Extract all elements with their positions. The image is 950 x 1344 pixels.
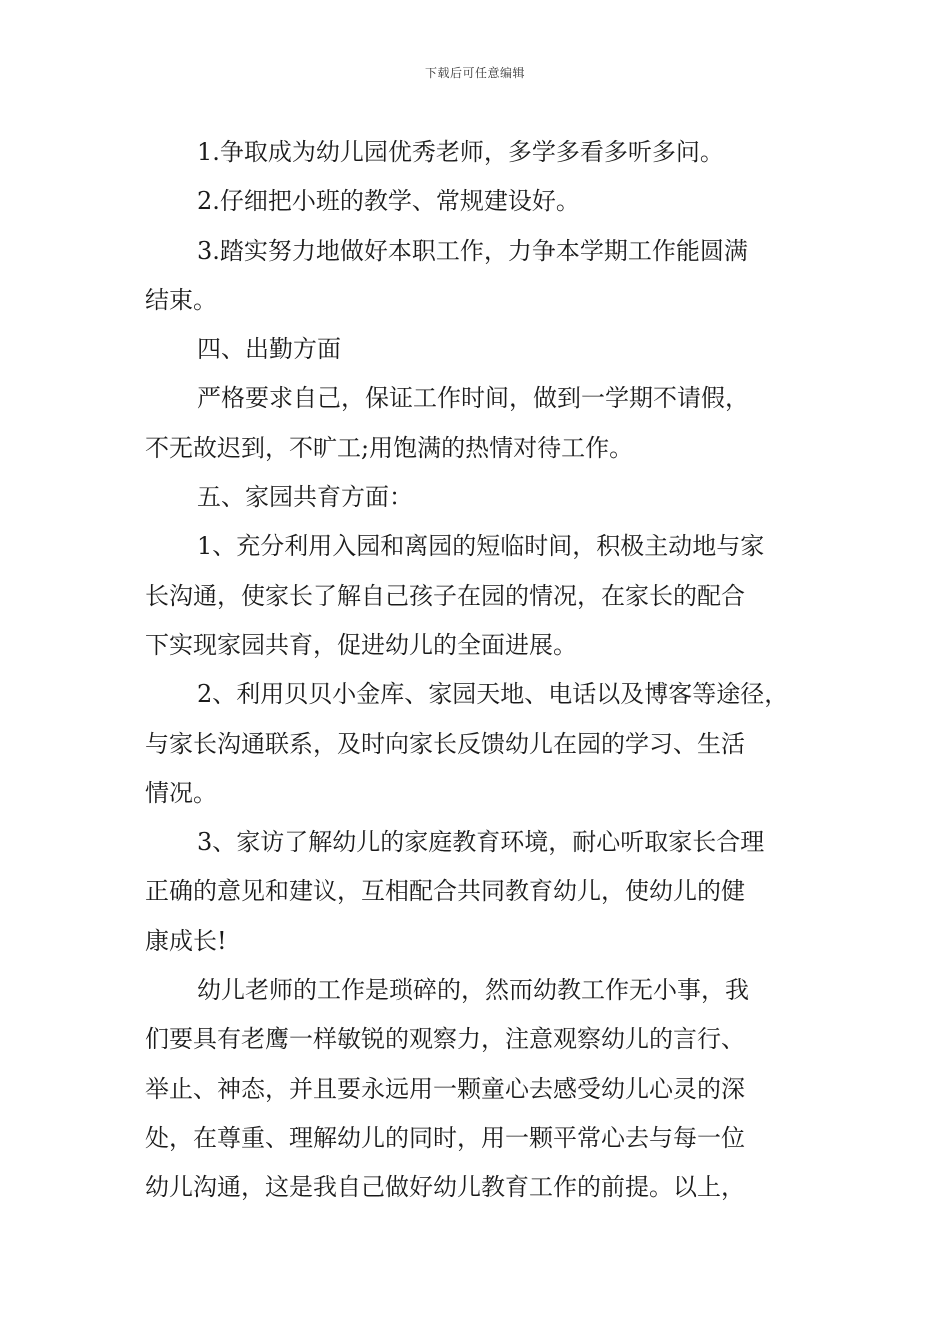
paragraph-line: 结束。	[145, 285, 217, 314]
paragraph-line: 们要具有老鹰一样敏锐的观察力，注意观察幼儿的言行、	[145, 1025, 745, 1054]
paragraph-line: 1、充分利用入园和离园的短临时间，积极主动地与家	[197, 532, 765, 561]
paragraph-line: 幼儿沟通，这是我自己做好幼儿教育工作的前提。以上，	[145, 1173, 745, 1202]
paragraph-line: 严格要求自己，保证工作时间，做到一学期不请假，	[197, 384, 749, 413]
paragraph-line: 与家长沟通联系，及时向家长反馈幼儿在园的学习、生活	[145, 729, 745, 758]
paragraph-line: 2、利用贝贝小金库、家园天地、电话以及博客等途径，	[197, 680, 789, 709]
document-body	[145, 128, 810, 1213]
paragraph-line: 正确的意见和建议，互相配合共同教育幼儿，使幼儿的健	[145, 877, 745, 906]
paragraph-line: 1.争取成为幼儿园优秀老师，多学多看多听多问。	[197, 138, 724, 166]
section-heading: 四、出勤方面	[197, 335, 341, 364]
paragraph-line: 情况。	[145, 778, 217, 807]
paragraph-line: 康成长!	[145, 926, 227, 955]
page-header-note: 下载后可任意编辑	[424, 66, 525, 80]
section-heading: 五、家园共育方面：	[197, 483, 413, 512]
paragraph-line: 不无故迟到，不旷工;用饱满的热情对待工作。	[145, 433, 634, 462]
paragraph-line: 2.仔细把小班的教学、常规建设好。	[197, 187, 580, 216]
paragraph-line: 幼儿老师的工作是琐碎的，然而幼教工作无小事，我	[197, 976, 749, 1005]
paragraph-line: 长沟通，使家长了解自己孩子在园的情况，在家长的配合	[145, 581, 745, 610]
paragraph-line: 举止、神态，并且要永远用一颗童心去感受幼儿心灵的深	[145, 1074, 745, 1103]
paragraph-line: 3.踏实努力地做好本职工作，力争本学期工作能圆满	[197, 236, 748, 265]
paragraph-line: 处，在尊重、理解幼儿的同时，用一颗平常心去与每一位	[145, 1123, 745, 1152]
paragraph-line: 3、家访了解幼儿的家庭教育环境，耐心听取家长合理	[197, 828, 765, 857]
paragraph-line: 下实现家园共育，促进幼儿的全面进展。	[145, 630, 577, 659]
